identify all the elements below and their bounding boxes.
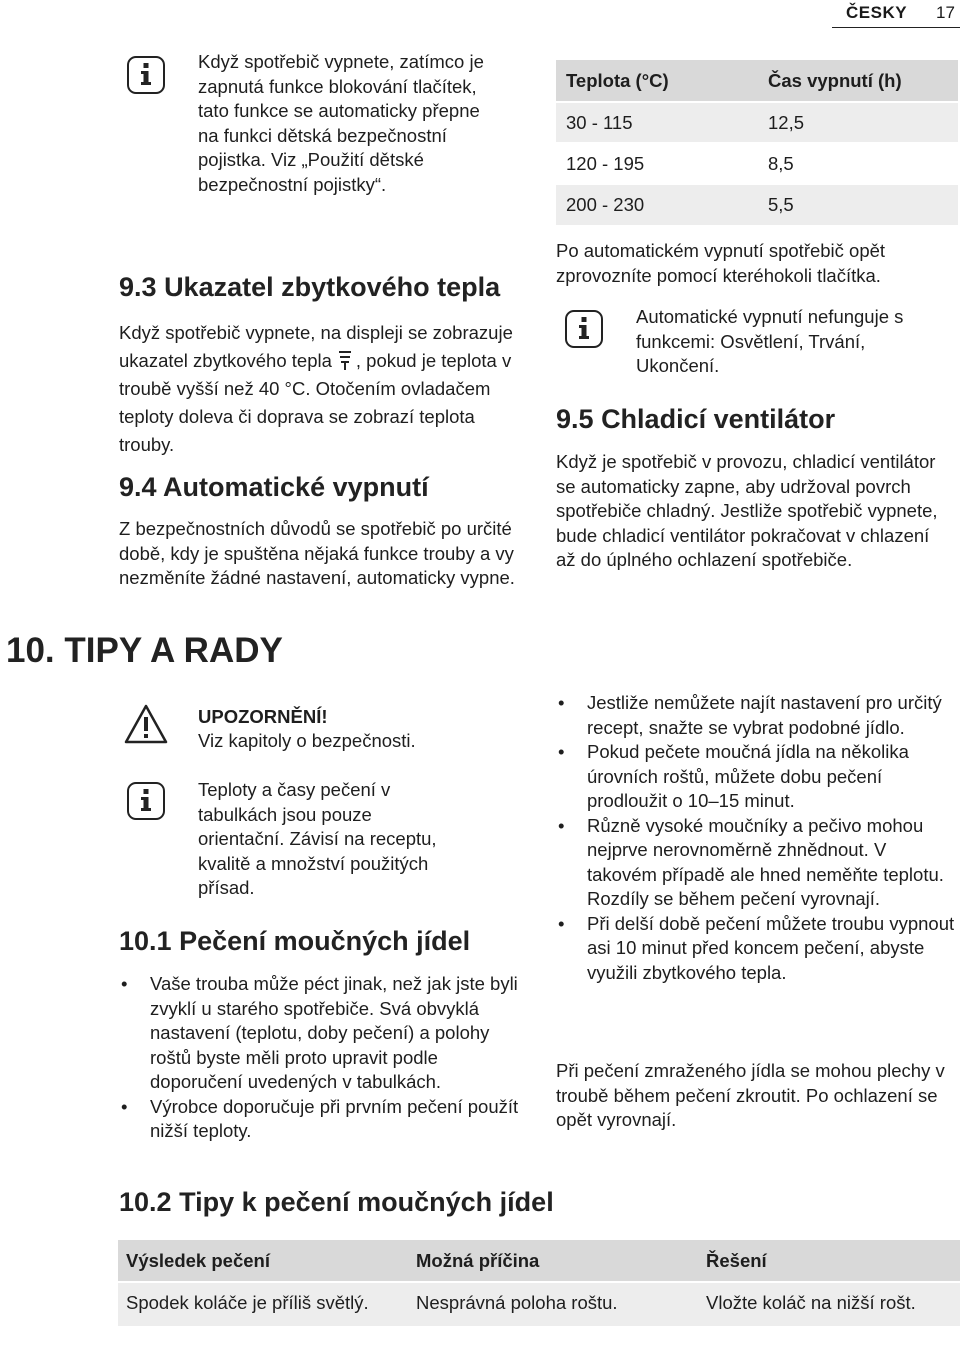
table-header-row xyxy=(118,1240,960,1282)
section-9-3-heading xyxy=(119,271,500,303)
table-cell: Nesprávná poloha roštu. xyxy=(396,1282,686,1326)
page-number: 17 xyxy=(936,3,955,22)
list-item: • Pokud pečete moučná jídla na několika úrovních roštů, můžete dobu pečení prodloužit o 10–15 minut. xyxy=(556,740,958,814)
list-item: • Vaše trouba může péct jinak, než jak jste byli zvyklí u starého spotřebiče. Svá obvyklá nastavení (teplotu, doby pečení) a polohy roštů byste měli proto upravit podle doporučení uvedených v tabulkách. xyxy=(119,972,524,1095)
section-number: 9.4 xyxy=(119,472,157,502)
table-cell: Spodek koláče je příliš světlý. xyxy=(118,1282,396,1326)
section-10-1-list xyxy=(119,972,524,1144)
list-item: • Výrobce doporučuje při prvním pečení použít nižší teploty. xyxy=(119,1095,524,1144)
table-row xyxy=(556,102,958,143)
table-cell: Vložte koláč na nižší rošt. xyxy=(686,1282,960,1326)
note-child-lock: Když spotřebič vypnete, zatímco je zapnutá funkce blokování tlačítek, tato funkce se automaticky přepne na funkci dětská bezpečnostní pojistka. Viz „Použití dětské bezpečnostní pojistky“. xyxy=(198,51,484,195)
tips-list xyxy=(556,691,958,985)
table-cell: 5,5 xyxy=(758,184,958,225)
warning-text: Viz kapitoly o bezpečnosti. xyxy=(198,730,416,751)
note-auto-off: Automatické vypnutí nefunguje s funkcemi: Osvětlení, Trvání, Ukončení. xyxy=(636,306,904,376)
table-cell: 120 - 195 xyxy=(556,143,758,184)
after-table-text: Po automatickém vypnutí spotřebič opět zprovozníte pomocí kteréhokoli tlačítka. xyxy=(556,240,886,286)
table-header: Výsledek pečení xyxy=(118,1240,396,1282)
table-header-row xyxy=(556,60,958,102)
header-rule xyxy=(832,27,960,28)
auto-off-table xyxy=(556,60,958,225)
note-orientation: Teploty a časy pečení v tabulkách jsou pouze orientační. Závisí na receptu, kvalitě a množství použitých přísad. xyxy=(198,779,437,898)
section-9-4-text: Z bezpečnostních důvodů se spotřebič po určité době, kdy je spuštěna nějaká funkce trouby a vy nezměníte žádné nastavení, automaticky vypne. xyxy=(119,518,515,588)
chapter-10-heading xyxy=(6,631,283,671)
table-header: Možná příčina xyxy=(396,1240,686,1282)
table-row xyxy=(556,143,958,184)
section-number: 9.5 xyxy=(556,404,594,434)
section-number: 10.1 xyxy=(119,926,172,956)
section-title: Tipy k pečení moučných jídel xyxy=(179,1187,554,1217)
section-title: Ukazatel zbytkového tepla xyxy=(164,272,501,302)
section-title: Pečení moučných jídel xyxy=(179,926,471,956)
table-row xyxy=(118,1282,960,1326)
section-number: 9.3 xyxy=(119,272,157,302)
table-header: Čas vypnutí (h) xyxy=(758,60,958,102)
table-cell: 30 - 115 xyxy=(556,102,758,143)
warning-icon xyxy=(123,703,169,745)
info-icon xyxy=(127,782,165,820)
table-cell: 12,5 xyxy=(758,102,958,143)
list-item: • Různě vysoké moučníky a pečivo mohou nejprve nerovnoměrně zhnědnout. V takovém případě ale hned neměňte teplotu. Rozdíly se během pečení vyrovnají. xyxy=(556,814,958,912)
table-header: Řešení xyxy=(686,1240,960,1282)
section-10-2-heading xyxy=(119,1186,554,1218)
frozen-food-text: Při pečení zmraženého jídla se mohou plechy v troubě během pečení zkroutit. Po ochlazení se opět vyrovnají. xyxy=(556,1060,945,1130)
table-cell: 200 - 230 xyxy=(556,184,758,225)
text-after-icon: , pokud je teplota v troubě vyšší než 40 °C. Otočením ovladačem teploty doleva či doprava se zobrazí teplota trouby. xyxy=(119,350,512,455)
section-9-3-text xyxy=(119,319,514,459)
text-before-icon: Když spotřebič vypnete, na displeji se zobrazuje ukazatel zbytkového tepla xyxy=(119,322,513,371)
section-9-5-text: Když je spotřebič v provozu, chladicí ventilátor se automaticky zapne, aby udržoval povrch spotřebiče chladný. Jestliže spotřebič vypnete, bude chladicí ventilátor pokračovat v chlazení až do úplného ochlazení spotřebiče. xyxy=(556,451,938,570)
section-9-5-heading xyxy=(556,403,835,435)
baking-tips-table xyxy=(118,1240,960,1326)
section-10-1-heading xyxy=(119,925,470,957)
info-icon xyxy=(565,310,603,348)
residual-heat-icon xyxy=(336,349,354,371)
warning-title: UPOZORNĚNÍ! xyxy=(198,706,328,727)
list-item: • Při delší době pečení můžete troubu vypnout asi 10 minut před koncem pečení, abyste využili zbytkového tepla. xyxy=(556,912,958,986)
section-title: Automatické vypnutí xyxy=(163,472,429,502)
list-item: • Jestliže nemůžete najít nastavení pro určitý recept, snažte se vybrat podobné jídlo. xyxy=(556,691,958,740)
chapter-number: 10. xyxy=(6,631,55,670)
section-9-4-heading xyxy=(119,471,429,503)
header-language: ČESKY xyxy=(846,3,908,22)
section-number: 10.2 xyxy=(119,1187,172,1217)
chapter-title: TIPY A RADY xyxy=(64,631,283,670)
table-cell: 8,5 xyxy=(758,143,958,184)
table-header: Teplota (°C) xyxy=(556,60,758,102)
section-title: Chladicí ventilátor xyxy=(601,404,836,434)
table-row xyxy=(556,184,958,225)
info-icon xyxy=(127,56,165,94)
